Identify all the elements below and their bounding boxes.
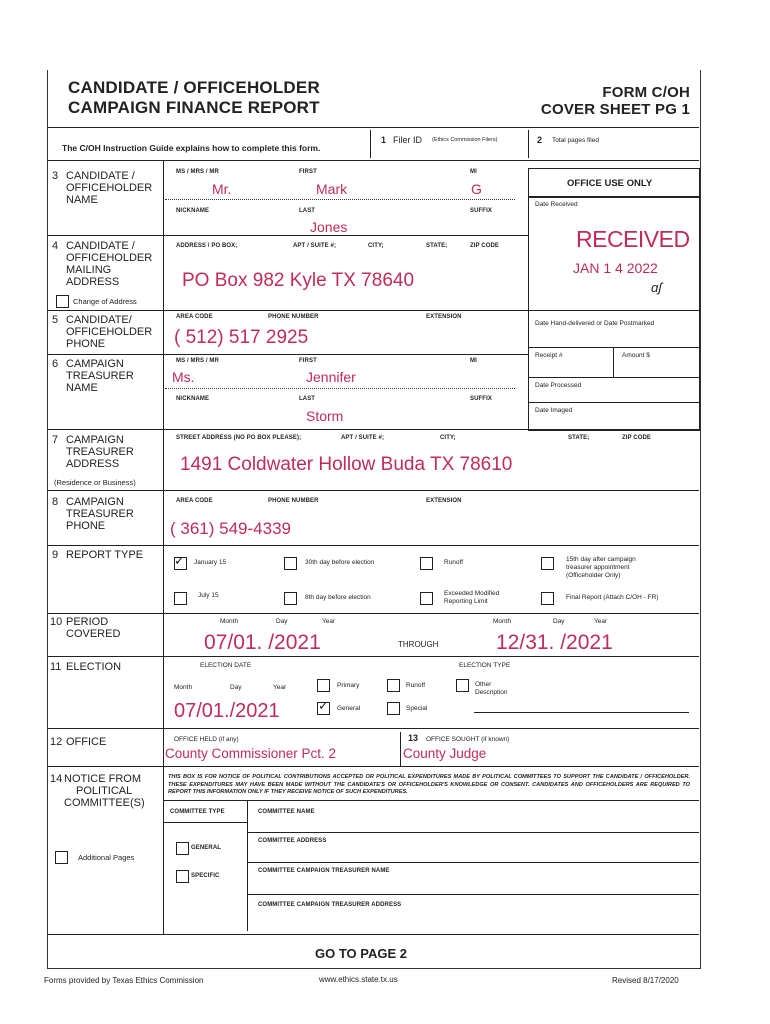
treasurer-title: Ms.	[172, 369, 195, 385]
form-title-line2: CAMPAIGN FINANCE REPORT	[68, 98, 320, 117]
period-from: 07/01. /2021	[204, 631, 321, 654]
suffix-label: SUFFIX	[470, 396, 492, 402]
sec4-label-2: OFFICEHOLDER	[66, 252, 153, 264]
phone-number-label: PHONE NUMBER	[268, 498, 319, 504]
day15-checkbox[interactable]	[541, 557, 554, 570]
sec7-label-4: (Residence or Business)	[54, 478, 136, 487]
month-label: Month	[220, 618, 239, 625]
sec6-label-3: NAME	[66, 382, 98, 394]
treasurer-name-label: COMMITTEE CAMPAIGN TREASURER NAME	[258, 868, 390, 874]
day15-label-2: treasurer appointment	[566, 564, 630, 571]
city-label: CITY;	[368, 243, 384, 249]
other-label-2: Description	[475, 689, 508, 696]
specific-committee-checkbox[interactable]	[176, 870, 189, 883]
date-processed-label: Date Processed	[535, 382, 582, 389]
sec4-num: 4	[52, 240, 59, 252]
zip-label: ZIP CODE	[622, 435, 652, 441]
mi-label: MI	[470, 358, 477, 364]
website-url: www.ethics.state.tx.us	[319, 975, 398, 984]
extension-label: EXTENSION	[426, 498, 462, 504]
change-address-checkbox[interactable]	[56, 295, 69, 308]
nickname-label: NICKNAME	[176, 396, 210, 402]
sec11-label: ELECTION	[66, 661, 122, 673]
sec3-label-1: CANDIDATE /	[66, 170, 135, 182]
form-id-line2: COVER SHEET PG 1	[540, 101, 690, 118]
primary-checkbox[interactable]	[317, 679, 330, 692]
candidate-address: PO Box 982 Kyle TX 78640	[182, 270, 415, 291]
final-report-checkbox[interactable]	[541, 592, 554, 605]
filer-id-num: 1	[381, 135, 387, 145]
election-date: 07/01./2021	[174, 700, 280, 722]
total-pages-num: 2	[537, 135, 543, 145]
total-pages-label: Total pages filed	[552, 137, 599, 144]
treasurer-phone: ( 361) 549-4339	[170, 519, 291, 538]
sec14-label-3: COMMITTEE(S)	[64, 797, 145, 809]
form-id-line1: FORM C/OH	[602, 84, 690, 101]
sec7-label-1: CAMPAIGN	[66, 434, 124, 446]
check-mark-icon: ✓	[318, 698, 329, 713]
sec5-label-3: PHONE	[66, 338, 106, 350]
day15-label-3: (Officeholder Only)	[566, 572, 621, 579]
office-sought-num: 13	[408, 733, 419, 743]
divider	[247, 800, 248, 931]
candidate-phone: ( 512) 517 2925	[174, 327, 309, 348]
general-committee-label: GENERAL	[191, 845, 222, 851]
divider	[47, 127, 699, 128]
day-label: Day	[553, 618, 565, 625]
sec5-label-2: OFFICEHOLDER	[66, 326, 153, 338]
check-mark-icon: ✓	[174, 553, 185, 568]
divider	[528, 310, 699, 311]
candidate-last: Jones	[310, 219, 348, 235]
divider	[47, 490, 699, 491]
election-type-label: ELECTION TYPE	[459, 662, 511, 669]
year-label: Year	[594, 618, 608, 625]
runoff-checkbox[interactable]	[420, 557, 433, 570]
sec3-label-2: OFFICEHOLDER	[66, 182, 153, 194]
general-committee-checkbox[interactable]	[176, 842, 189, 855]
sec14-num: 14	[50, 773, 63, 785]
divider	[528, 196, 699, 198]
sec12-label: OFFICE	[66, 736, 107, 748]
primary-label: Primary	[337, 682, 360, 689]
sec8-label-2: TREASURER	[66, 508, 134, 520]
election-date-label: ELECTION DATE	[200, 662, 252, 669]
nickname-label: NICKNAME	[176, 208, 210, 214]
mi-label: MI	[470, 169, 477, 175]
apt-label: APT / SUITE #;	[341, 435, 385, 441]
sec3-num: 3	[52, 170, 59, 182]
divider	[47, 429, 699, 430]
day30-checkbox[interactable]	[284, 557, 297, 570]
committee-address-label: COMMITTEE ADDRESS	[258, 838, 327, 844]
extension-label: EXTENSION	[426, 314, 462, 320]
sec4-label-1: CANDIDATE /	[66, 240, 135, 252]
day8-label: 8th day before election	[305, 594, 371, 601]
jul15-checkbox[interactable]	[174, 592, 187, 605]
day-label: Day	[276, 618, 288, 625]
area-code-label: AREA CODE	[176, 498, 213, 504]
divider	[47, 354, 528, 355]
divider	[47, 160, 699, 161]
additional-pages-label: Additional Pages	[78, 853, 135, 862]
sec7-label-2: TREASURER	[66, 446, 134, 458]
instruction-text: The C/OH Instruction Guide explains how to complete this form.	[62, 143, 321, 153]
received-stamp: RECEIVED	[576, 226, 690, 252]
divider	[47, 656, 699, 657]
sec10-label-1: PERIOD	[66, 616, 109, 628]
first-label: FIRST	[299, 169, 317, 175]
committee-name-label: COMMITTEE NAME	[258, 809, 315, 815]
address-label: ADDRESS / PO BOX;	[176, 243, 238, 249]
day30-label: 30th day before election	[305, 559, 375, 566]
office-use-title: OFFICE USE ONLY	[567, 178, 653, 189]
divider	[163, 822, 248, 823]
filer-id-label: Filer ID	[393, 135, 422, 145]
divider	[47, 728, 699, 729]
sec10-label-2: COVERED	[66, 628, 121, 640]
special-checkbox[interactable]	[387, 702, 400, 715]
form-title-line1: CANDIDATE / OFFICEHOLDER	[68, 78, 320, 97]
last-label: LAST	[299, 208, 316, 214]
sec4-label-3: MAILING	[66, 264, 112, 276]
additional-pages-checkbox[interactable]	[55, 851, 68, 864]
sec8-label-1: CAMPAIGN	[66, 496, 124, 508]
specific-committee-label: SPECIFIC	[191, 873, 220, 879]
divider	[474, 712, 689, 713]
divider	[247, 862, 699, 863]
zip-label: ZIP CODE	[470, 243, 500, 249]
divider	[613, 347, 614, 377]
divider	[47, 766, 699, 767]
divider	[247, 894, 699, 895]
treasurer-address-label: COMMITTEE CAMPAIGN TREASURER ADDRESS	[258, 902, 402, 908]
sec10-num: 10	[50, 616, 63, 628]
divider	[47, 235, 528, 236]
exceeded-label-1: Exceeded Modified	[444, 590, 500, 597]
received-date-stamp: JAN 1 4 2022	[573, 260, 658, 276]
notice-text: THIS BOX IS FOR NOTICE OF POLITICAL CONTRIBUTIONS ACCEPTED OR POLITICAL EXPENDITURES MADE BY POLITICAL COMMITTEES TO SUPPORT THE CANDIDATE / OFFICEHOLDER. THESE EXPENDITURES MAY HAVE BEEN MADE WITHOUT THE CANDIDATE'S OR OFFICEHOLDER'S KNOWLEDGE OR CONSENT. CANDIDATES AND OFFICEHOLDERS ARE REQUIRED TO REPORT THIS INFORMATION ONLY IF THEY RECEIVE NOTICE OF SUCH EXPENDITURES.	[168, 774, 690, 795]
amount-label: Amount $	[622, 352, 650, 359]
forms-provided: Forms provided by Texas Ethics Commission	[44, 976, 204, 985]
hand-delivered-label: Date Hand-delivered or Date Postmarked	[535, 320, 655, 327]
jan15-label: January 15	[194, 559, 227, 566]
divider	[165, 199, 515, 200]
sec5-label-1: CANDIDATE/	[66, 314, 132, 326]
sec12-num: 12	[50, 736, 63, 748]
day-label: Day	[230, 684, 242, 691]
sec8-num: 8	[52, 496, 59, 508]
sec14-label-1: NOTICE FROM	[64, 773, 141, 785]
exceeded-label-2: Reporting Limit	[444, 598, 488, 605]
apt-label: APT / SUITE #;	[293, 243, 337, 249]
divider	[400, 732, 401, 766]
initials: ɑʃ	[651, 280, 663, 295]
sec7-num: 7	[52, 434, 59, 446]
state-label: STATE;	[568, 435, 590, 441]
sec5-num: 5	[52, 314, 59, 326]
sec11-num: 11	[50, 661, 62, 673]
exceeded-checkbox[interactable]	[420, 592, 433, 605]
receipt-label: Receipt #	[535, 352, 563, 359]
change-address-label: Change of Address	[73, 297, 137, 306]
sec8-label-3: PHONE	[66, 520, 106, 532]
period-to: 12/31. /2021	[496, 631, 613, 654]
office-held: County Commissioner Pct. 2	[165, 746, 337, 761]
sec9-label: REPORT TYPE	[66, 549, 144, 561]
runoff-label: Runoff	[444, 559, 464, 566]
first-label: FIRST	[299, 358, 317, 364]
city-label: CITY;	[440, 435, 456, 441]
sec6-label-1: CAMPAIGN	[66, 358, 124, 370]
treasurer-last: Storm	[306, 408, 344, 424]
sec4-label-4: ADDRESS	[66, 276, 120, 288]
through-label: THROUGH	[398, 640, 439, 649]
runoff-checkbox[interactable]	[387, 679, 400, 692]
other-checkbox[interactable]	[456, 679, 469, 692]
candidate-title: Mr.	[212, 181, 232, 197]
candidate-first: Mark	[316, 181, 348, 197]
candidate-mi: G	[471, 181, 482, 197]
other-label-1: Other	[475, 681, 492, 688]
date-received-label: Date Received	[535, 201, 578, 208]
ms-label: MS / MRS / MR	[176, 358, 219, 364]
sec6-num: 6	[52, 358, 59, 370]
state-label: STATE;	[426, 243, 448, 249]
divider	[528, 377, 699, 378]
go-to-page-2: GO TO PAGE 2	[315, 946, 407, 961]
year-label: Year	[273, 684, 287, 691]
divider	[528, 402, 699, 403]
filer-id-note: (Ethics Commission Filers)	[432, 137, 498, 143]
sec7-label-3: ADDRESS	[66, 458, 120, 470]
month-label: Month	[174, 684, 193, 691]
jul15-label: July 15	[198, 592, 219, 599]
ms-label: MS / MRS / MR	[176, 169, 219, 175]
area-code-label: AREA CODE	[176, 314, 213, 320]
street-label: STREET ADDRESS (NO PO BOX PLEASE);	[176, 435, 302, 441]
sec9-num: 9	[52, 549, 59, 561]
revised-date: Revised 8/17/2020	[612, 976, 679, 985]
divider	[528, 130, 529, 158]
runoff-label: Runoff	[406, 682, 426, 689]
divider	[370, 130, 371, 158]
committee-box	[163, 800, 700, 931]
sec6-label-2: TREASURER	[66, 370, 134, 382]
last-label: LAST	[299, 396, 316, 402]
phone-number-label: PHONE NUMBER	[268, 314, 319, 320]
office-held-label: OFFICE HELD (if any)	[174, 736, 239, 743]
divider	[47, 545, 699, 546]
sec14-label-2: POLITICAL	[76, 785, 133, 797]
divider	[47, 310, 528, 311]
treasurer-first: Jennifer	[306, 369, 356, 385]
divider	[165, 388, 515, 389]
office-sought: County Judge	[403, 746, 487, 761]
committee-type-label: COMMITTEE TYPE	[170, 809, 225, 815]
final-report-label: Final Report (Attach C/OH - FR)	[566, 594, 659, 601]
day15-label-1: 15th day after campaign	[566, 556, 636, 563]
suffix-label: SUFFIX	[470, 208, 492, 214]
office-sought-label: OFFICE SOUGHT (if known)	[426, 736, 510, 743]
divider	[247, 832, 699, 833]
day8-checkbox[interactable]	[284, 592, 297, 605]
divider	[47, 934, 699, 935]
general-label: General	[337, 705, 361, 712]
divider	[47, 613, 699, 614]
sec3-label-3: NAME	[66, 194, 98, 206]
year-label: Year	[322, 618, 336, 625]
treasurer-address: 1491 Coldwater Hollow Buda TX 78610	[180, 454, 513, 475]
month-label: Month	[493, 618, 512, 625]
date-imaged-label: Date Imaged	[535, 407, 573, 414]
special-label: Special	[406, 705, 428, 712]
